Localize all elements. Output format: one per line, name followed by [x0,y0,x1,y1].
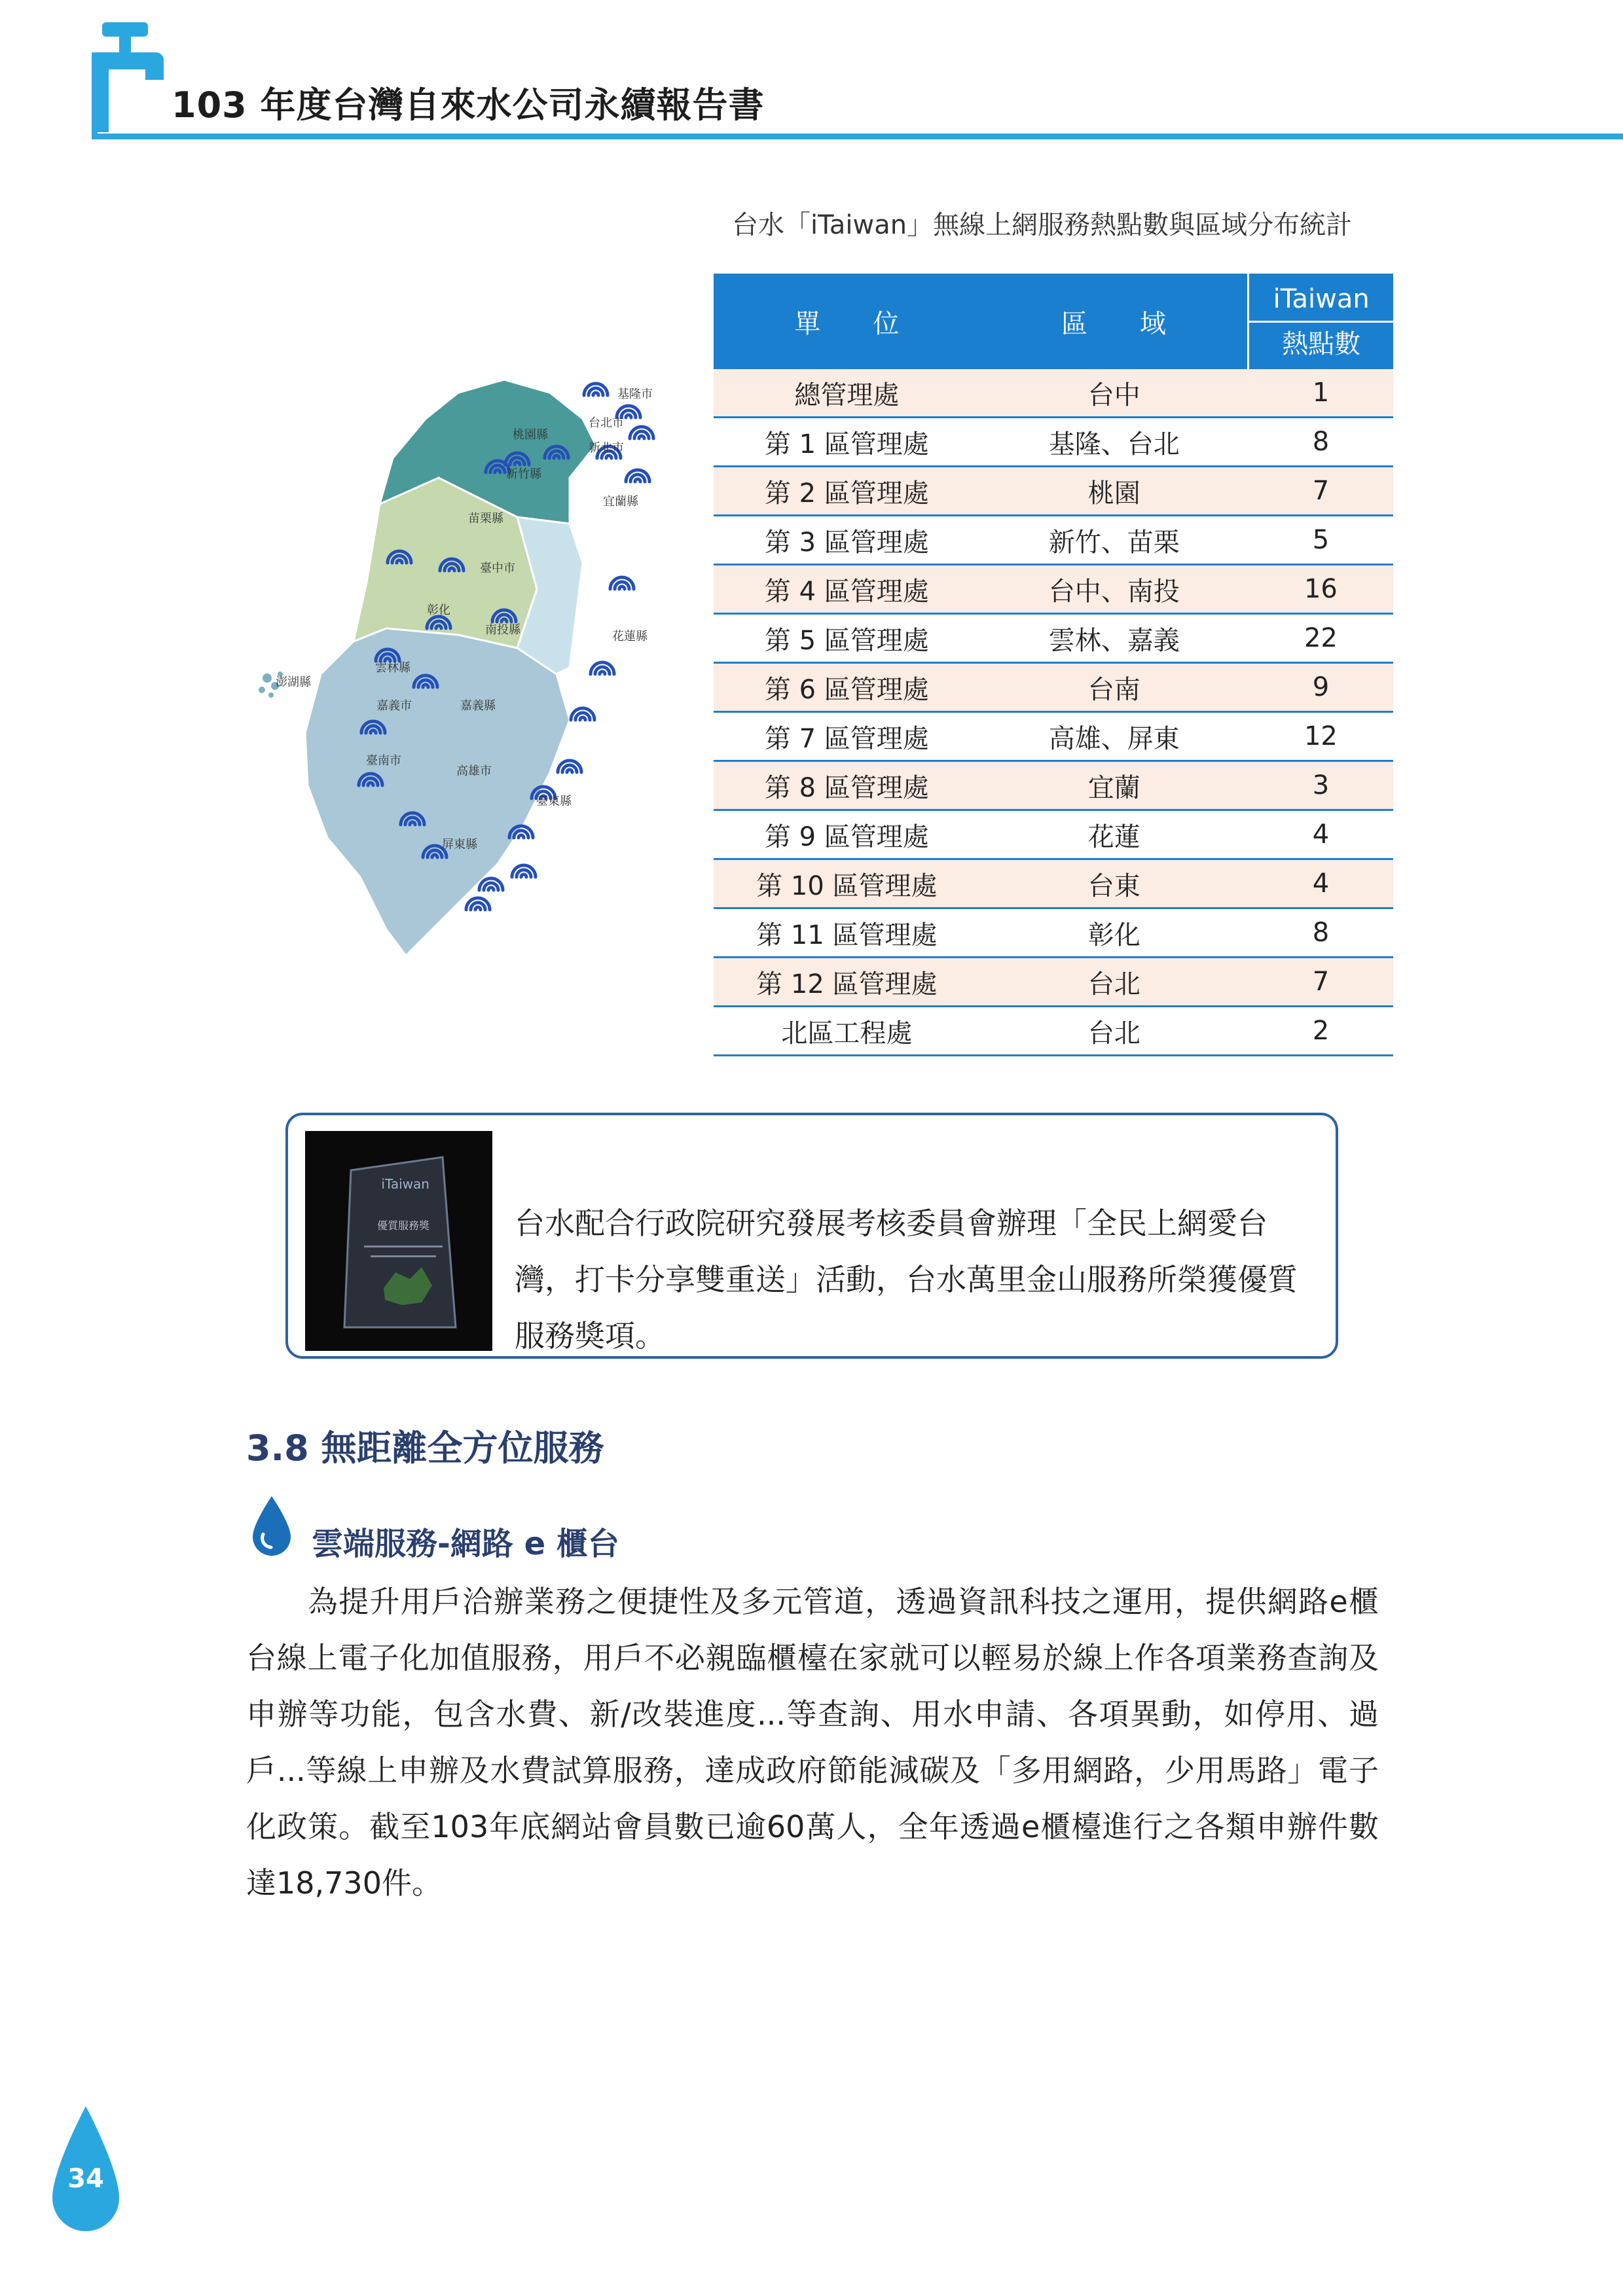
section-title: 3.8 無距離全方位服務 [246,1427,604,1469]
cell-unit: 第 8 區管理處 [714,761,980,810]
wifi-icon [558,761,581,772]
cell-count: 8 [1249,908,1393,958]
table-row [714,1007,1393,1056]
wifi-icon [584,384,608,395]
cell-count: 4 [1249,859,1393,908]
cell-count: 12 [1249,712,1393,761]
table-caption: 台水「iTaiwan」無線上網服務熱點數與區域分布統計 [732,210,1353,240]
taiwan-map [242,367,714,982]
table-row [714,908,1393,958]
cell-unit: 第 10 區管理處 [714,859,980,908]
cell-region: 基隆、台北 [980,418,1249,467]
cell-region: 台北 [980,958,1249,1007]
wifi-icon [512,865,536,877]
table-row [714,614,1393,663]
island-south [305,628,570,956]
table-row [714,369,1393,418]
body-paragraph: 為提升用戶洽辦業務之便捷性及多元管道，透過資訊科技之運用，提供網路e櫃台線上電子化加值服務，用戶不必親臨櫃檯在家就可以輕易於線上作各項業務查詢及申辦等功能，包含水費、新/改裝進度...等查詢、用水申請、各項異動，如停用、過戶...等線上申辦及水費試算服務，達成政府節能減碳及「多用網路，少用馬路」電子化政策。截至103年底網站會員數已逾60萬人，全年透過e櫃檯進行之各類申辦件數達18,730件。 [246,1584,1379,1901]
award-description: 台水配合行政院研究發展考核委員會辦理「全民上網愛台灣，打卡分享雙重送」活動，台水萬里金山服務所榮獲優質服務獎項。 [515,1206,1298,1354]
cell-unit: 第 9 區管理處 [714,810,980,859]
page-number: 34 [67,2164,104,2194]
map-label: 臺東縣 [536,795,572,808]
cell-unit: 第 3 區管理處 [714,516,980,565]
cell-count: 16 [1249,565,1393,614]
cell-region: 台中、南投 [980,565,1249,614]
trophy-logo: iTaiwan [381,1176,429,1192]
cell-unit: 第 12 區管理處 [714,958,980,1007]
header-count-line2: 熱點數 [1249,321,1393,366]
map-label: 新竹縣 [506,467,541,481]
map-label: 宜蘭縣 [603,495,638,509]
table-header-row [714,274,1393,369]
cell-region: 新竹、苗栗 [980,516,1249,565]
table-row [714,958,1393,1007]
map-label: 臺南市 [366,754,401,768]
map-label: 彰化 [427,603,450,617]
cell-region: 台東 [980,859,1249,908]
cell-count: 9 [1249,663,1393,712]
header-unit: 單 位 [714,274,980,369]
cell-unit: 第 1 區管理處 [714,418,980,467]
cell-region: 彰化 [980,908,1249,958]
cell-region: 宜蘭 [980,761,1249,810]
cell-unit: 第 7 區管理處 [714,712,980,761]
wifi-icon [571,708,594,720]
table-row [714,859,1393,908]
map-label: 雲林縣 [375,661,410,675]
cell-region: 花蓮 [980,810,1249,859]
cell-unit: 總管理處 [714,369,980,418]
map-label: 嘉義市 [376,699,412,713]
table-row [714,418,1393,467]
table-row [714,810,1393,859]
subsection-title: 雲端服務-網路 e 櫃台 [312,1526,619,1562]
header-rule [92,134,1623,139]
map-label: 高雄市 [456,764,492,778]
cell-region: 桃園 [980,467,1249,516]
cell-unit: 第 5 區管理處 [714,614,980,663]
cell-unit: 第 4 區管理處 [714,565,980,614]
hotspot-table [714,274,1393,1056]
award-trophy-image [305,1131,492,1351]
cell-count: 8 [1249,418,1393,467]
map-label: 苗栗縣 [468,512,503,526]
header-count-line1: iTaiwan [1273,283,1370,314]
wifi-icon [626,470,649,482]
wifi-icon [591,662,614,674]
cell-count: 1 [1249,369,1393,418]
header-region: 區 域 [980,274,1249,369]
map-label: 花蓮縣 [612,630,647,643]
cell-region: 台北 [980,1007,1249,1056]
cell-region: 高雄、屏東 [980,712,1249,761]
map-label: 基隆市 [617,387,653,401]
cell-count: 3 [1249,761,1393,810]
cell-count: 5 [1249,516,1393,565]
cell-count: 7 [1249,467,1393,516]
table-row [714,565,1393,614]
cell-region: 雲林、嘉義 [980,614,1249,663]
map-label: 台北市 [589,416,624,430]
cell-unit: 北區工程處 [714,1007,980,1056]
map-label: 桃園縣 [513,428,548,442]
wifi-icon [466,898,490,910]
wifi-icon [610,577,634,589]
cell-count: 2 [1249,1007,1393,1056]
cell-count: 4 [1249,810,1393,859]
report-title: 103 年度台灣自來水公司永續報告書 [172,84,765,126]
header-count [1249,274,1393,369]
table-row [714,712,1393,761]
cell-region: 台南 [980,663,1249,712]
trophy-icon [305,1131,492,1351]
table-row [714,467,1393,516]
map-label: 南投縣 [485,623,520,637]
table-row [714,761,1393,810]
map-label: 澎湖縣 [276,675,311,689]
cell-region: 台中 [980,369,1249,418]
map-label: 屏東縣 [442,838,477,852]
cell-unit: 第 11 區管理處 [714,908,980,958]
wifi-icon [630,427,653,439]
map-label: 嘉義縣 [460,699,496,713]
map-label: 臺中市 [480,562,515,575]
table-row [714,663,1393,712]
map-label: 新北市 [589,441,624,455]
water-drop-icon [249,1494,295,1559]
header-vertical-rule [92,85,98,137]
trophy-caption: 優質服務獎 [376,1219,430,1232]
cell-count: 22 [1249,614,1393,663]
cell-unit: 第 6 區管理處 [714,663,980,712]
cell-unit: 第 2 區管理處 [714,467,980,516]
wifi-icon [479,878,503,890]
table-row [714,516,1393,565]
cell-count: 7 [1249,958,1393,1007]
